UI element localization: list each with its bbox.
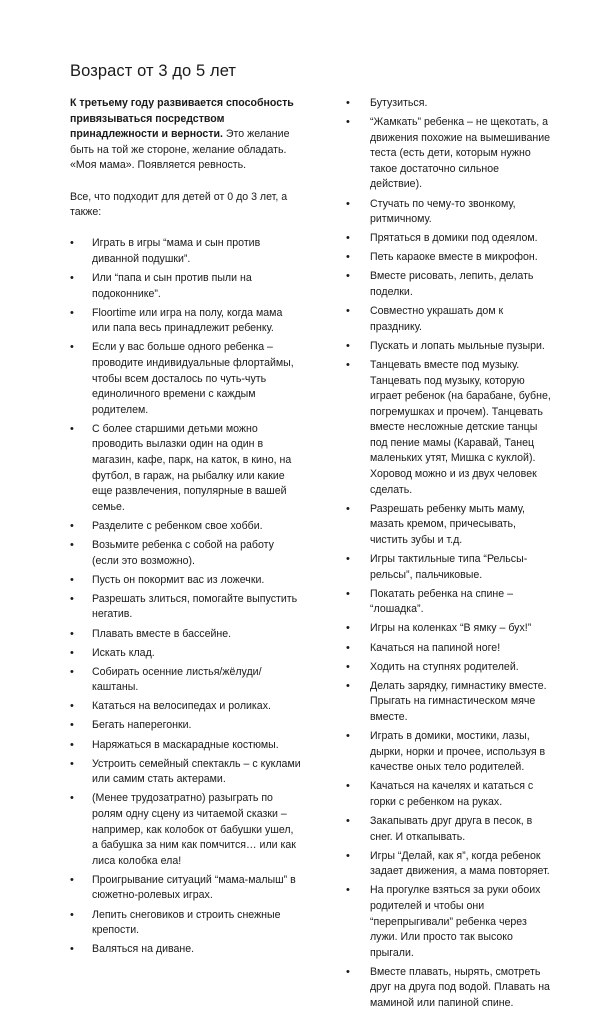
list-item <box>346 660 551 676</box>
list-item-text: Совместно украшать дом к празднику. <box>370 305 504 333</box>
bullet-icon: • <box>70 757 74 770</box>
list-item-text: Играть в домики, мостики, лазы, дырки, норки и прочее, используя в качестве оных тело родителей. <box>370 729 546 774</box>
list-item <box>70 699 302 715</box>
bullet-icon: • <box>346 97 350 109</box>
list-item-text: Валяться на диване. <box>92 943 195 956</box>
list-item <box>70 873 302 904</box>
list-item-text: Стучать по чему-то звонкому, ритмичному. <box>370 197 516 226</box>
list-item <box>346 197 551 228</box>
list-item <box>70 271 302 302</box>
bullet-icon: • <box>70 943 74 956</box>
list-item-text: Floortime или игра на полу, когда мама или папа весь принадлежит ребенку. <box>92 306 283 335</box>
bullet-icon: • <box>70 306 74 319</box>
list-item <box>70 908 302 939</box>
list-item-text: Искать клад. <box>92 646 155 659</box>
bullet-icon: • <box>70 719 74 732</box>
list-item-text: Игры на коленках “В ямку – бух!” <box>370 622 532 635</box>
list-item <box>346 231 551 247</box>
list-item-text: “Жамкать” ребенка – не щекотать, а движения похожие на вымешивание теста (есть дети, которым нужно такое достаточно сильное действие). <box>370 116 551 191</box>
list-item <box>346 849 551 880</box>
bullet-icon: • <box>70 422 74 435</box>
bullet-icon: • <box>346 679 350 692</box>
bullet-icon: • <box>346 814 350 827</box>
bullet-icon: • <box>346 232 350 245</box>
list-item <box>346 679 551 726</box>
list-item-text: Качаться на качелях и кататься с горки с ребенком на руках. <box>370 780 534 808</box>
list-item <box>70 306 302 337</box>
list-item-text: Проигрывание ситуаций “мама-малыш” в сюжетно-ролевых играх. <box>92 873 296 902</box>
list-item <box>346 779 551 810</box>
list-item <box>70 791 302 869</box>
list-item <box>346 250 551 266</box>
bullet-icon: • <box>70 873 74 886</box>
list-item <box>70 718 302 734</box>
list-item <box>346 965 551 1012</box>
list-item-text: Игры “Делай, как я”, когда ребенок задает движения, а мама повторяет. <box>370 849 550 878</box>
list-item <box>346 641 551 657</box>
list-item-text: Танцевать вместе под музыку. Танцевать под музыку, которую играет ребенок (на барабане, бубне, погремушках и прочем). Танцевать вместе несложные детские танцы под пение мамы (Каравай, Танец маленьких утят, Мишка с куклой). Хоровод можно и из двух человек сделать. <box>370 358 551 496</box>
list-item <box>70 538 302 569</box>
list-item-text: Или “папа и сын против пыли на подоконнике”. <box>92 272 252 300</box>
bullet-icon: • <box>346 251 350 264</box>
list-item-text: Собирать осенние листья/жёлуди/каштаны. <box>92 665 262 694</box>
list-item-text: Покатать ребенка на спине – “лошадка”. <box>370 587 514 616</box>
list-item-text: Закапывать друг друга в песок, в снег. И откапывать. <box>370 814 533 843</box>
list-item <box>70 573 302 589</box>
list-item <box>70 665 302 696</box>
list-item-text: Разделите с ребенком свое хобби. <box>92 519 263 532</box>
list-item <box>346 358 551 498</box>
list-item-text: Вместе рисовать, лепить, делать поделки. <box>370 270 534 299</box>
list-item-text: Пусть он покормит вас из ложечки. <box>92 573 265 586</box>
bullet-icon: • <box>70 573 74 586</box>
list-item <box>346 552 551 583</box>
list-item <box>70 592 302 623</box>
bullet-icon: • <box>346 641 350 654</box>
intro-bold-text: К третьему году развивается способность привязываться посредством принадлежности и верности. <box>70 97 294 141</box>
bullet-icon: • <box>70 700 74 713</box>
bullet-icon: • <box>70 908 74 921</box>
left-column <box>70 96 302 961</box>
bullet-icon: • <box>346 587 350 600</box>
bullet-icon: • <box>70 539 74 552</box>
list-item <box>70 422 302 516</box>
list-item-text: Качаться на папиной ноге! <box>370 641 501 654</box>
intro-text: Это желание быть на той же стороне, желание обладать. «Моя мама». Появляется ревность. <box>70 128 290 172</box>
list-item-text: Бегать наперегонки. <box>92 719 192 732</box>
list-item-text: Ходить на ступнях родителей. <box>370 660 519 673</box>
bullet-icon: • <box>346 197 350 210</box>
list-item-text: Бутузиться. <box>370 97 428 109</box>
list-item-text: Вместе плавать, нырять, смотреть друг на друга под водой. Плавать на маминой или папиной спине. <box>370 965 550 1009</box>
bullet-icon: • <box>70 341 74 354</box>
bullet-icon: • <box>346 339 350 352</box>
list-item <box>70 738 302 754</box>
list-item <box>346 96 551 112</box>
right-bullet-list <box>346 96 551 1012</box>
list-item <box>346 729 551 776</box>
list-item-text: Устроить семейный спектакль – с куклами или самим стать актерами. <box>92 757 301 786</box>
list-item <box>346 115 551 193</box>
bullet-icon: • <box>346 502 350 515</box>
bullet-icon: • <box>346 553 350 566</box>
list-item-text: Делать зарядку, гимнастику вместе. Прыгать на гимнастическом мяче вместе. <box>370 679 547 723</box>
list-item <box>70 519 302 535</box>
list-item-text: Плавать вместе в бассейне. <box>92 627 232 640</box>
bullet-icon: • <box>70 519 74 532</box>
bullet-icon: • <box>346 660 350 673</box>
bullet-icon: • <box>346 622 350 635</box>
list-item <box>346 587 551 618</box>
bullet-icon: • <box>70 272 74 285</box>
bullet-icon: • <box>70 665 74 678</box>
intro-paragraph <box>70 96 302 174</box>
list-item <box>346 883 551 961</box>
list-item-text: (Менее трудозатратно) разыграть по ролям одну сцену из читаемой сказки – например, как колобок от бабушки ушел, а бабушка за ним как помчится… или как лиса колобка ела! <box>92 792 296 867</box>
bullet-icon: • <box>70 738 74 751</box>
right-column <box>346 96 551 1015</box>
list-item-text: Если у вас больше одного ребенка – проводите индивидуальные флортаймы, чтобы всем досталось по чуть-чуть единоличного времени с каждым родителем. <box>92 341 294 416</box>
list-item <box>346 814 551 845</box>
bullet-icon: • <box>346 884 350 897</box>
bullet-icon: • <box>346 358 350 371</box>
list-item-text: Лепить снеговиков и строить снежные крепости. <box>92 908 281 937</box>
bullet-icon: • <box>70 627 74 640</box>
list-item <box>70 942 302 958</box>
list-item <box>70 646 302 662</box>
list-item-text: Наряжаться в маскарадные костюмы. <box>92 738 279 751</box>
bullet-icon: • <box>346 305 350 318</box>
list-item-text: С более старшими детьми можно проводить вылазки один на один в магазин, кафе, парк, на каток, в кино, на футбол, в гараж, на рыбалку или какие еще развлечения, популярные в вашей семье. <box>92 422 292 513</box>
list-item <box>346 621 551 637</box>
list-item <box>346 269 551 300</box>
list-item-text: Возьмите ребенка с собой на работу (если это возможно). <box>92 539 274 567</box>
bullet-icon: • <box>346 780 350 793</box>
list-item <box>346 339 551 355</box>
list-item-text: Разрешать ребенку мыть маму, мазать кремом, причесывать, чистить зубы и т.д. <box>370 502 525 546</box>
bullet-icon: • <box>346 270 350 283</box>
list-item <box>70 757 302 788</box>
list-item <box>70 340 302 418</box>
lead-paragraph: Все, что подходит для детей от 0 до 3 лет, а также: <box>70 190 288 219</box>
list-item-text: Играть в игры “мама и сын против диванной подушки”. <box>92 237 261 265</box>
list-item <box>70 236 302 267</box>
list-item <box>346 502 551 549</box>
list-item-text: Игры тактильные типа “Рельсы-рельсы”, пальчиковые. <box>370 553 528 581</box>
list-item-text: Разрешать злиться, помогайте выпустить негатив. <box>92 592 298 621</box>
bullet-icon: • <box>346 116 350 129</box>
bullet-icon: • <box>346 965 350 978</box>
list-item-text: Прятаться в домики под одеялом. <box>370 232 538 245</box>
bullet-icon: • <box>70 237 74 250</box>
list-item-text: Пускать и лопать мыльные пузыри. <box>370 339 545 352</box>
bullet-icon: • <box>70 792 74 805</box>
bullet-icon: • <box>70 592 74 605</box>
bullet-icon: • <box>346 729 350 742</box>
list-item <box>346 304 551 335</box>
page-title: Возраст от 3 до 5 лет <box>70 62 237 80</box>
left-bullet-list <box>70 236 302 957</box>
list-item-text: На прогулке взяться за руки обоих родителей и чтобы они “перепрыгивали” ребенка через лужи. Или просто так высоко прыгали. <box>370 884 541 959</box>
bullet-icon: • <box>70 646 74 659</box>
list-item <box>70 627 302 643</box>
list-item-text: Петь караоке вместе в микрофон. <box>370 251 538 264</box>
bullet-icon: • <box>346 849 350 862</box>
list-item-text: Кататься на велосипедах и роликах. <box>92 700 271 713</box>
